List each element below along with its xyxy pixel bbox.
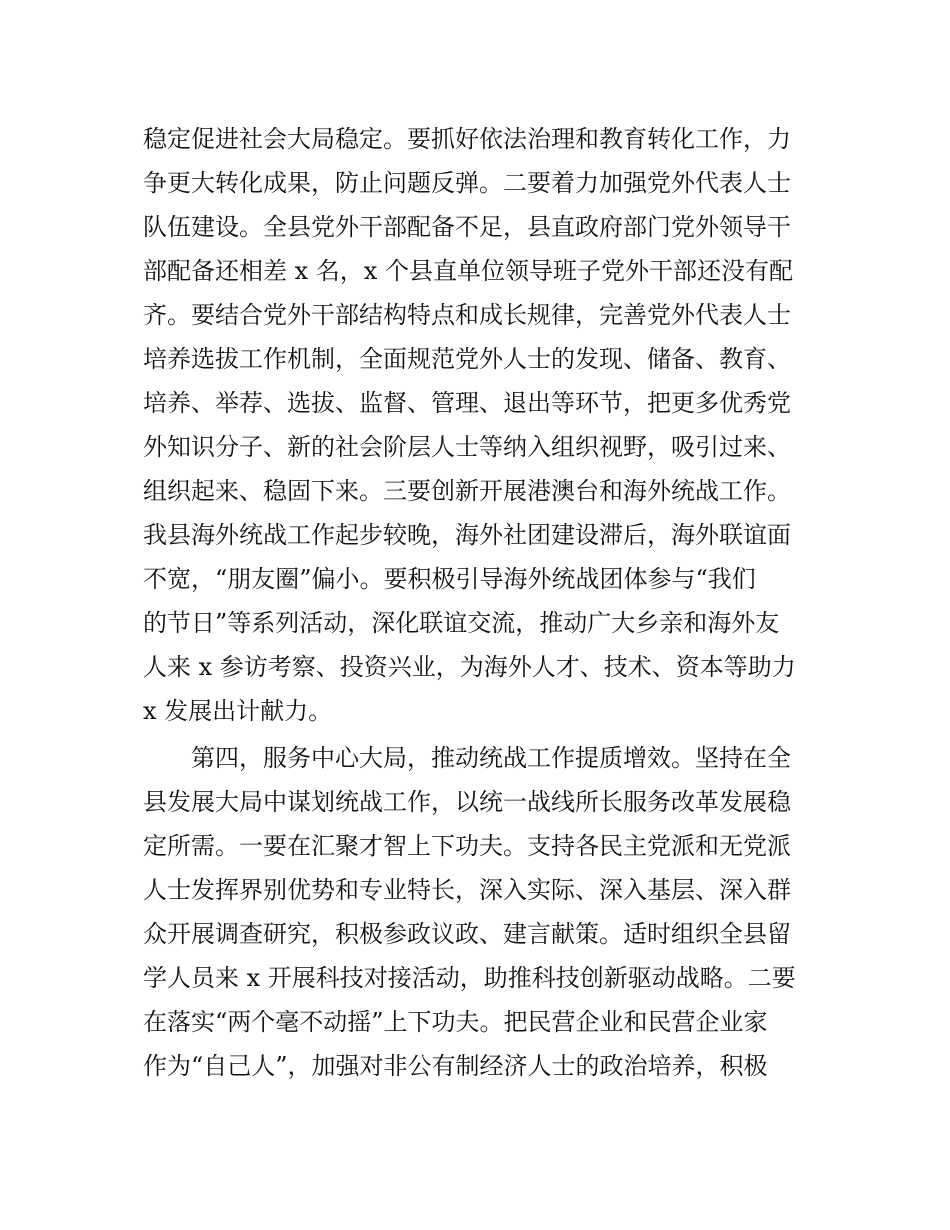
text-line: 人士发挥界别优势和专业特长，深入实际、深入基层、深入群 (143, 876, 791, 904)
paragraph-fourth-point (143, 736, 813, 1088)
text-line: 学人员来 x 开展科技对接活动，助推科技创新驱动战略。二要 (143, 964, 796, 992)
text-line: 齐。要结合党外干部结构特点和成长规律，完善党外代表人士 (143, 301, 791, 329)
text-line: 我县海外统战工作起步较晚，海外社团建设滞后，海外联谊面 (143, 521, 791, 549)
text-line: 众开展调查研究，积极参政议政、建言献策。适时组织全县留 (143, 920, 791, 948)
text-line-indented: 第四，服务中心大局，推动统战工作提质增效。坚持在全 (191, 744, 791, 772)
text-line: 培养选拔工作机制，全面规范党外人士的发现、储备、教育、 (143, 345, 791, 373)
text-line: 定所需。一要在汇聚才智上下功夫。支持各民主党派和无党派 (143, 832, 791, 860)
text-line: 县发展大局中谋划统战工作，以统一战线所长服务改革发展稳 (143, 788, 791, 816)
text-line: 不宽，“朋友圈”偏小。要积极引导海外统战团体参与“我们 (143, 565, 756, 593)
text-line: 的节日”等系列活动，深化联谊交流，推动广大乡亲和海外友 (143, 609, 780, 637)
paragraph-hometown-overseas-work (143, 117, 813, 733)
text-line: x 发展出计献力。 (143, 697, 333, 725)
text-line: 稳定促进社会大局稳定。要抓好依法治理和教育转化工作，力 (143, 125, 791, 153)
text-line: 作为“自己人”，加强对非公有制经济人士的政治培养，积极 (143, 1052, 768, 1080)
text-line: 外知识分子、新的社会阶层人士等纳入组织视野，吸引过来、 (143, 433, 791, 461)
text-line: 组织起来、稳固下来。三要创新开展港澳台和海外统战工作。 (143, 477, 791, 505)
text-line: 人来 x 参访考察、投资兴业，为海外人才、技术、资本等助力 (143, 653, 796, 681)
text-line: 部配备还相差 x 名，x 个县直单位领导班子党外干部还没有配 (143, 257, 793, 285)
text-line: 在落实“两个毫不动摇”上下功夫。把民营企业和民营企业家 (143, 1008, 768, 1036)
text-line: 争更大转化成果，防止问题反弹。二要着力加强党外代表人士 (143, 169, 791, 197)
text-line: 培养、举荐、选拔、监督、管理、退出等环节，把更多优秀党 (143, 389, 791, 417)
text-line: 队伍建设。全县党外干部配备不足，县直政府部门党外领导干 (143, 213, 791, 241)
